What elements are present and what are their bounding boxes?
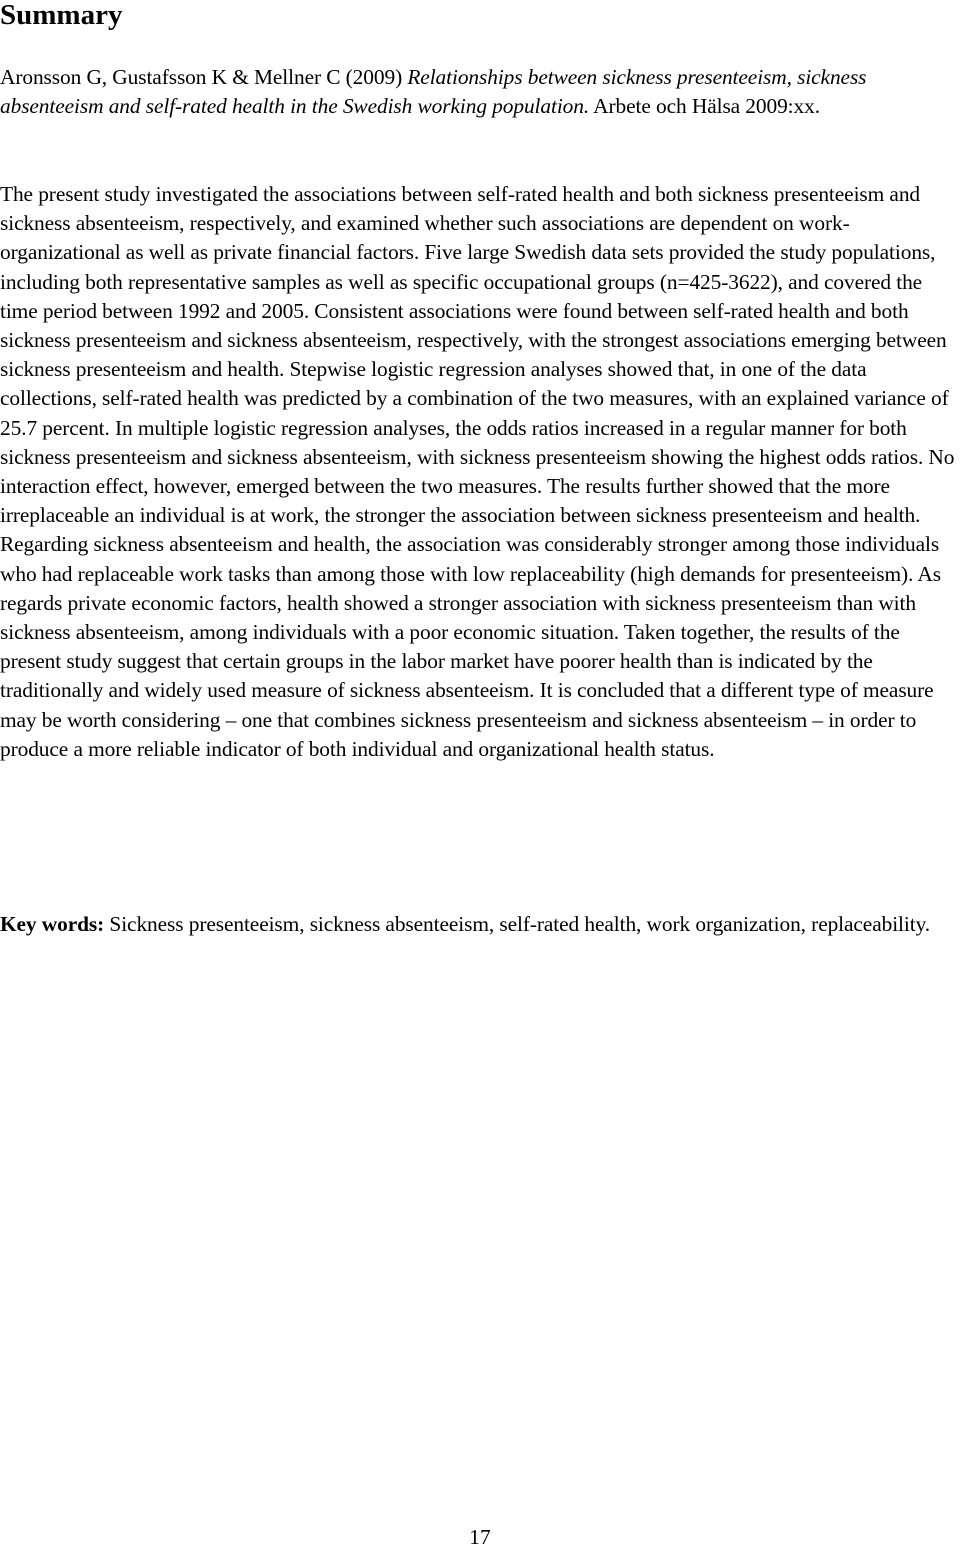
keywords-text: Sickness presenteeism, sickness absenteeism, self-rated health, work organization, replaceability.	[104, 912, 931, 936]
citation-title: Relationships between sickness presenteeism, sickness absenteeism and self-rated health in the Swedish working population.	[0, 65, 867, 119]
page-title: Summary	[0, 0, 123, 31]
citation-authors: Aronsson G, Gustafsson K & Mellner C (2009)	[0, 65, 408, 89]
abstract-paragraph: The present study investigated the associations between self-rated health and both sickness presenteeism and sickness absenteeism, respectively, and examined whether such associations are dependent on work-organizational as well as private financial factors. Five large Swedish data sets provided the study populations, including both representative samples as well as specific occupational groups (n=425-3622), and covered the time period between 1992 and 2005. Consistent associations were found between self-rated health and both sickness presenteeism and sickness absenteeism, respectively, with the strongest associations emerging between sickness presenteeism and health. Stepwise logistic regression analyses showed that, in one of the data collections, self-rated health was predicted by a combination of the two measures, with an explained variance of 25.7 percent. In multiple logistic regression analyses, the odds ratios increased in a regular manner for both sickness presenteeism and sickness absenteeism, with sickness presenteeism showing the highest odds ratios. No interaction effect, however, emerged between the two measures. The results further showed that the more irreplaceable an individual is at work, the stronger the association between sickness presenteeism and health. Regarding sickness absenteeism and health, the association was considerably stronger among those individuals who had replaceable work tasks than among those with low replaceability (high demands for presenteeism). As regards private economic factors, health showed a stronger association with sickness presenteeism than with sickness absenteeism, among individuals with a poor economic situation. Taken together, the results of the present study suggest that certain groups in the labor market have poorer health than is indicated by the traditionally and widely used measure of sickness absenteeism. It is concluded that a different type of measure may be worth considering – one that combines sickness presenteeism and sickness absenteeism – in order to produce a more reliable indicator of both individual and organizational health status.	[0, 182, 955, 761]
page-number: 17	[469, 1525, 491, 1549]
citation	[0, 63, 960, 121]
keywords-label: Key words:	[0, 912, 105, 936]
citation-source: Arbete och Hälsa 2009:xx.	[589, 94, 820, 119]
keywords-paragraph	[0, 910, 960, 939]
